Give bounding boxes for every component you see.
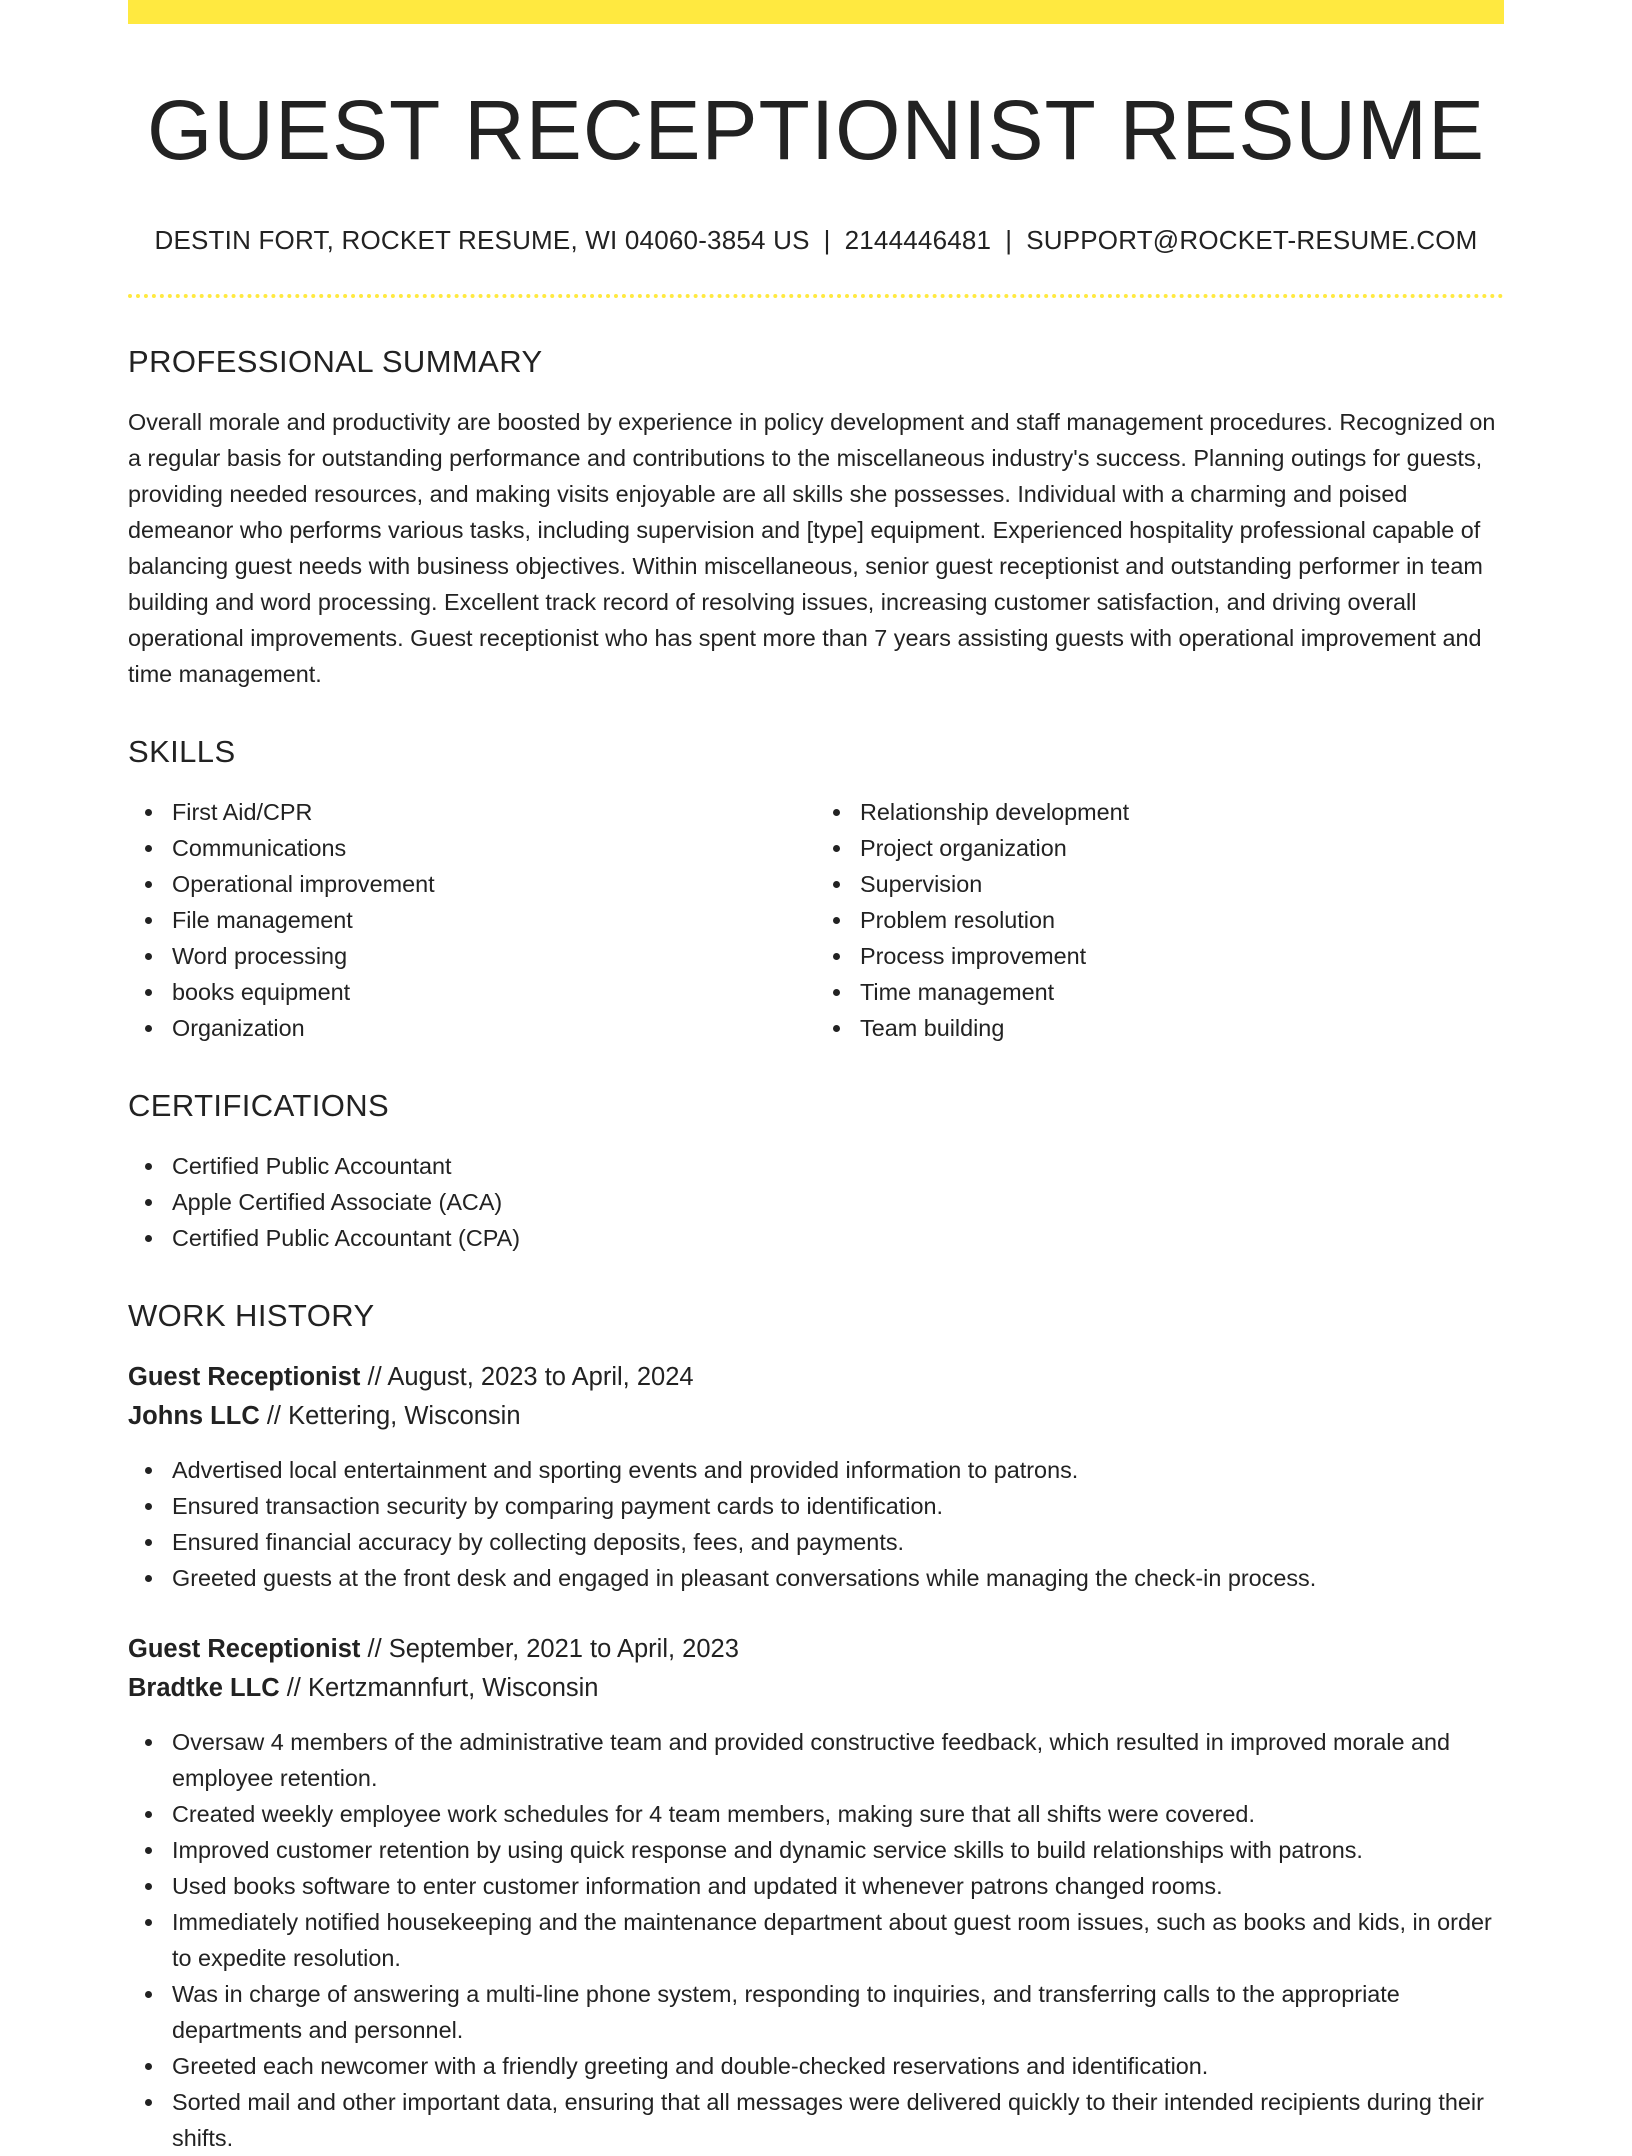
resume-page <box>128 0 1504 2156</box>
work-history-heading: WORK HISTORY <box>128 1297 375 1333</box>
dotted-divider <box>128 294 1504 298</box>
list-item: Team building <box>816 1010 1504 1046</box>
summary-heading: PROFESSIONAL SUMMARY <box>128 343 543 379</box>
certifications-heading: CERTIFICATIONS <box>128 1087 390 1123</box>
list-item: Oversaw 4 members of the administrative team and provided constructive feedback, which resulted in improved morale and employee retention. <box>128 1724 1504 1796</box>
list-item: Time management <box>816 974 1504 1010</box>
list-item: Problem resolution <box>816 902 1504 938</box>
list-item: Organization <box>128 1010 816 1046</box>
list-item: Apple Certified Associate (ACA) <box>128 1184 1504 1220</box>
list-item: Immediately notified housekeeping and the maintenance department about guest room issues, such as books and kids, in order to expedite resolution. <box>128 1904 1504 1976</box>
job-title: Guest Receptionist <box>128 1634 361 1663</box>
list-item: Certified Public Accountant (CPA) <box>128 1220 1504 1256</box>
list-item: Created weekly employee work schedules for 4 team members, making sure that all shifts were covered. <box>128 1796 1504 1832</box>
list-item: Relationship development <box>816 794 1504 830</box>
job-company-line <box>128 1669 1504 1708</box>
summary-text: Overall morale and productivity are boosted by experience in policy development and staff management procedures. Recognized on a regular basis for outstanding performance and contributions to the miscellaneous industry's success. Planning outings for guests, providing needed resources, and making visits enjoyable are all skills she possesses. Individual with a charming and poised demeanor who performs various tasks, including supervision and [type] equipment. Experienced hospitality professional capable of balancing guest needs with business objectives. Within miscellaneous, senior guest receptionist and outstanding performer in team building and word processing. Excellent track record of resolving issues, increasing customer satisfaction, and driving overall operational improvements. Guest receptionist who has spent more than 7 years assisting guests with operational improvement and time management. <box>128 408 1496 687</box>
skills-list-left <box>128 794 816 1046</box>
job-bullets <box>128 1724 1504 2156</box>
accent-top-bar <box>128 0 1504 24</box>
list-item: Used books software to enter customer information and updated it whenever patrons changed rooms. <box>128 1868 1504 1904</box>
job-title-line <box>128 1358 1504 1397</box>
skills-list-right <box>816 794 1504 1046</box>
job-location: // Kertzmannfurt, Wisconsin <box>286 1673 599 1702</box>
list-item: Sorted mail and other important data, ensuring that all messages were delivered quickly to their intended recipients during their shifts. <box>128 2084 1504 2156</box>
list-item: Process improvement <box>816 938 1504 974</box>
job-entry <box>128 1630 1504 2156</box>
list-item: Was in charge of answering a multi-line phone system, responding to inquiries, and transferring calls to the appropriate departments and personnel. <box>128 1976 1504 2048</box>
list-item: Ensured financial accuracy by collecting deposits, fees, and payments. <box>128 1524 1504 1560</box>
contact-line <box>128 225 1504 256</box>
list-item: Operational improvement <box>128 866 816 902</box>
list-item: Word processing <box>128 938 816 974</box>
job-dates: // August, 2023 to April, 2024 <box>367 1362 694 1391</box>
certifications-list <box>128 1148 1504 1256</box>
job-location: // Kettering, Wisconsin <box>266 1401 521 1430</box>
list-item: Communications <box>128 830 816 866</box>
job-title: Guest Receptionist <box>128 1362 361 1391</box>
contact-address: DESTIN FORT, ROCKET RESUME, WI 04060-3854 US <box>154 224 810 255</box>
list-item: Advertised local entertainment and sporting events and provided information to patrons. <box>128 1452 1504 1488</box>
contact-separator: | <box>823 224 831 255</box>
job-company: Bradtke LLC <box>128 1673 280 1702</box>
list-item: books equipment <box>128 974 816 1010</box>
list-item: Ensured transaction security by comparing payment cards to identification. <box>128 1488 1504 1524</box>
contact-separator: | <box>1005 224 1013 255</box>
contact-phone: 2144446481 <box>844 224 992 255</box>
skills-column-left <box>128 794 816 1046</box>
list-item: Greeted guests at the front desk and engaged in pleasant conversations while managing the check-in process. <box>128 1560 1504 1596</box>
work-history-list <box>128 1358 1504 2156</box>
list-item: File management <box>128 902 816 938</box>
resume-title: GUEST RECEPTIONIST RESUME <box>146 83 1486 177</box>
job-dates: // September, 2021 to April, 2023 <box>367 1634 739 1663</box>
list-item: Greeted each newcomer with a friendly greeting and double-checked reservations and identification. <box>128 2048 1504 2084</box>
skills-heading: SKILLS <box>128 733 236 769</box>
list-item: First Aid/CPR <box>128 794 816 830</box>
job-title-line <box>128 1630 1504 1669</box>
contact-email: SUPPORT@ROCKET-RESUME.COM <box>1026 224 1478 255</box>
list-item: Supervision <box>816 866 1504 902</box>
job-company: Johns LLC <box>128 1401 260 1430</box>
job-entry <box>128 1358 1504 1596</box>
list-item: Project organization <box>816 830 1504 866</box>
list-item: Improved customer retention by using quick response and dynamic service skills to build relationships with patrons. <box>128 1832 1504 1868</box>
skills-column-right <box>816 794 1504 1046</box>
job-bullets <box>128 1452 1504 1596</box>
list-item: Certified Public Accountant <box>128 1148 1504 1184</box>
skills-grid <box>128 794 1504 1046</box>
job-company-line <box>128 1397 1504 1436</box>
